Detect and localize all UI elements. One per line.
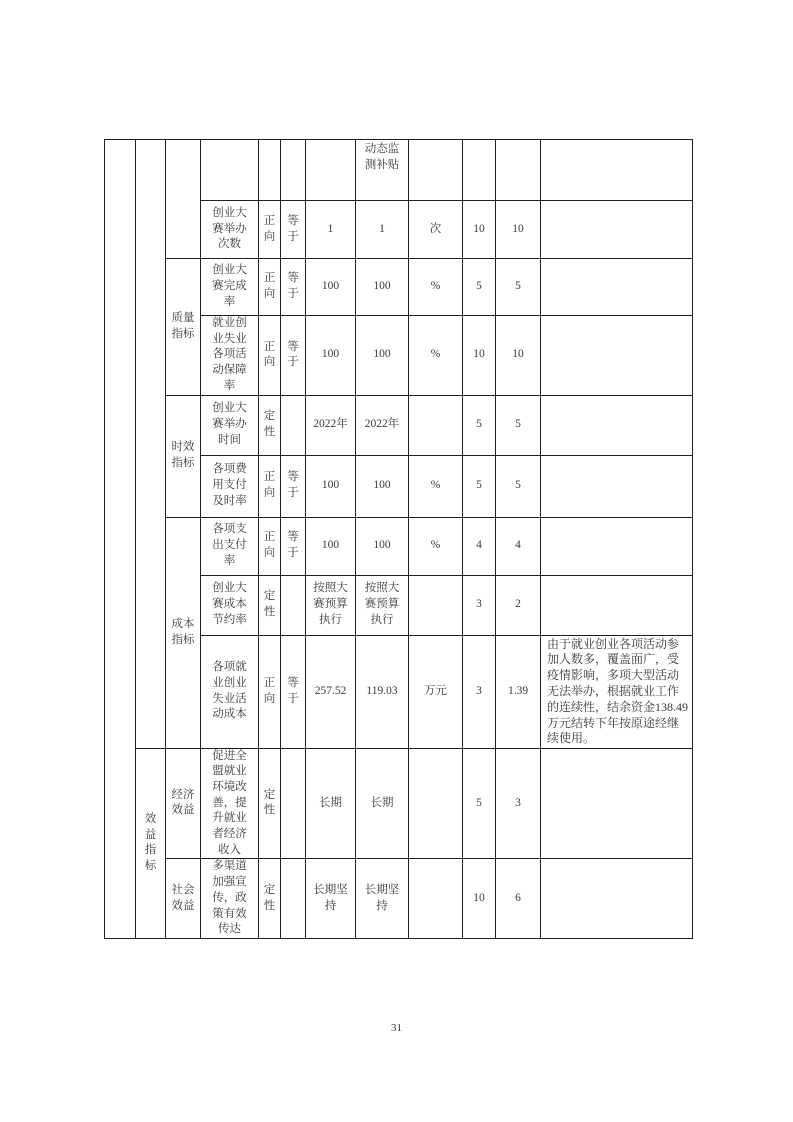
score-cell: [496, 140, 541, 201]
target-value-cell: 100: [306, 455, 356, 517]
remark-cell: [541, 316, 693, 396]
target-value-cell: 100: [306, 259, 356, 316]
category-spacer-cell: [166, 140, 201, 259]
remark-cell: 由于就业创业各项活动参加人数多，覆盖面广，受疫情影响，多项大型活动无法举办，根据就业工作的连续性，结余资金138.49 万元结转下年按原途经继续使用。: [541, 635, 693, 748]
compare-rule-cell: 等于: [281, 517, 306, 575]
direction-cell: 正向: [259, 455, 281, 517]
score-cell: 10: [496, 316, 541, 396]
score-cell: 5: [496, 455, 541, 517]
unit-cell: [409, 395, 463, 455]
compare-rule-cell: 等于: [281, 201, 306, 259]
unit-cell: [409, 575, 463, 635]
score-cell: 3: [496, 748, 541, 859]
target-value-cell: 1: [306, 201, 356, 259]
actual-value-cell: 100: [356, 517, 409, 575]
indicator-name-cell: 各项支出支付率: [201, 517, 259, 575]
unit-cell: %: [409, 455, 463, 517]
unit-cell: %: [409, 316, 463, 396]
actual-value-cell: 按照大赛预算执行: [356, 575, 409, 635]
direction-cell: 定性: [259, 575, 281, 635]
direction-cell: 正向: [259, 635, 281, 748]
actual-value-cell: 2022年: [356, 395, 409, 455]
score-cell: 5: [496, 259, 541, 316]
compare-rule-cell: 等于: [281, 316, 306, 396]
score-cell: 5: [496, 395, 541, 455]
indicator-name-cell: 就业创业失业各项活动保障率: [201, 316, 259, 396]
remark-cell: [541, 859, 693, 939]
target-value-cell: 按照大赛预算执行: [306, 575, 356, 635]
target-value-cell: 长期: [306, 748, 356, 859]
category-cell-economic: 经济效益: [166, 748, 201, 859]
indicator-name-cell: 创业大赛完成率: [201, 259, 259, 316]
category-cell-timeliness: 时效指标: [166, 395, 201, 517]
score-cell: 6: [496, 859, 541, 939]
indicator-name-cell: 多渠道加强宣传，政策有效传达: [201, 859, 259, 939]
target-value-cell: 100: [306, 517, 356, 575]
remark-cell: [541, 140, 693, 201]
target-value-cell: 257.52: [306, 635, 356, 748]
actual-value-cell: 动态监测补贴: [356, 140, 409, 201]
indicator-name-cell: 创业大赛举办次数: [201, 201, 259, 259]
unit-cell: %: [409, 259, 463, 316]
unit-cell: %: [409, 517, 463, 575]
output-group-spacer-cell: [136, 140, 166, 749]
unit-cell: [409, 859, 463, 939]
actual-value-cell: 长期坚持: [356, 859, 409, 939]
weight-cell: [463, 140, 496, 201]
weight-cell: 3: [463, 635, 496, 748]
compare-rule-cell: [281, 575, 306, 635]
category-cell-social: 社会效益: [166, 859, 201, 939]
weight-cell: 4: [463, 517, 496, 575]
indicator-name-cell: 各项就业创业失业活动成本: [201, 635, 259, 748]
indicator-name-cell: 创业大赛成本节约率: [201, 575, 259, 635]
compare-rule-cell: [281, 859, 306, 939]
indicator-name-cell: [201, 140, 259, 201]
remark-cell: [541, 259, 693, 316]
compare-rule-cell: 等于: [281, 259, 306, 316]
indicator-name-cell: 创业大赛举办时间: [201, 395, 259, 455]
category-cell-cost: 成本指标: [166, 517, 201, 748]
weight-cell: 5: [463, 748, 496, 859]
remark-cell: [541, 201, 693, 259]
unit-cell: [409, 140, 463, 201]
weight-cell: 10: [463, 859, 496, 939]
indicator-row: [105, 859, 693, 939]
direction-cell: 定性: [259, 748, 281, 859]
compare-rule-cell: 等于: [281, 635, 306, 748]
score-cell: 4: [496, 517, 541, 575]
compare-rule-cell: [281, 140, 306, 201]
unit-cell: 万元: [409, 635, 463, 748]
indicator-row: [105, 395, 693, 455]
unit-cell: [409, 748, 463, 859]
target-value-cell: 100: [306, 316, 356, 396]
score-cell: 2: [496, 575, 541, 635]
actual-value-cell: 119.03: [356, 635, 409, 748]
direction-cell: 定性: [259, 395, 281, 455]
actual-value-cell: 100: [356, 316, 409, 396]
weight-cell: 5: [463, 455, 496, 517]
target-value-cell: 长期坚持: [306, 859, 356, 939]
actual-value-cell: 1: [356, 201, 409, 259]
left-spacer-cell: [105, 140, 136, 939]
weight-cell: 10: [463, 316, 496, 396]
remark-cell: [541, 395, 693, 455]
actual-value-cell: 100: [356, 259, 409, 316]
category-cell-quality: 质量指标: [166, 259, 201, 396]
weight-cell: 10: [463, 201, 496, 259]
compare-rule-cell: [281, 395, 306, 455]
score-cell: 10: [496, 201, 541, 259]
direction-cell: 正向: [259, 316, 281, 396]
indicator-name-cell: 各项费用支付及时率: [201, 455, 259, 517]
benefit-group-cell: 效益指标: [136, 748, 166, 938]
page-number: 31: [391, 1022, 402, 1034]
indicator-name-cell: 促进全盟就业环境改善，提升就业者经济收入: [201, 748, 259, 859]
weight-cell: 5: [463, 395, 496, 455]
remark-cell: [541, 748, 693, 859]
performance-indicator-table: [104, 139, 693, 939]
remark-cell: [541, 517, 693, 575]
direction-cell: 正向: [259, 201, 281, 259]
actual-value-cell: 长期: [356, 748, 409, 859]
score-cell: 1.39: [496, 635, 541, 748]
direction-cell: 正向: [259, 517, 281, 575]
unit-cell: 次: [409, 201, 463, 259]
compare-rule-cell: [281, 748, 306, 859]
indicator-row: [105, 259, 693, 316]
compare-rule-cell: 等于: [281, 455, 306, 517]
weight-cell: 3: [463, 575, 496, 635]
target-value-cell: 2022年: [306, 395, 356, 455]
direction-cell: [259, 140, 281, 201]
indicator-row: [105, 517, 693, 575]
target-value-cell: [306, 140, 356, 201]
weight-cell: 5: [463, 259, 496, 316]
actual-value-cell: 100: [356, 455, 409, 517]
remark-cell: [541, 575, 693, 635]
direction-cell: 正向: [259, 259, 281, 316]
direction-cell: 定性: [259, 859, 281, 939]
indicator-row: [105, 140, 693, 201]
indicator-row: [105, 748, 693, 859]
remark-cell: [541, 455, 693, 517]
